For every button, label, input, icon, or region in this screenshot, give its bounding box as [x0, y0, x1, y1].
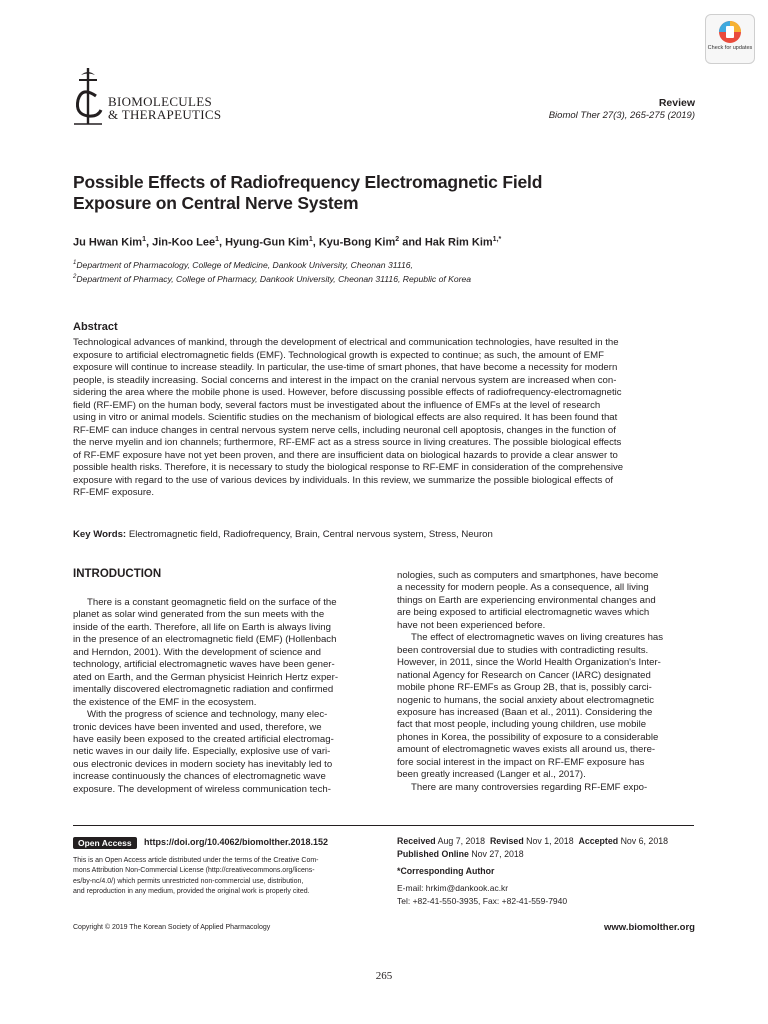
journal-name	[108, 95, 221, 121]
license-text	[73, 856, 373, 897]
journal-name-line1: BIOMOLECULES	[108, 94, 212, 109]
body-line: the existence of the EMF in the ecosystem.	[73, 696, 257, 708]
license-line: This is an Open Access article distributed under the terms of the Creative Com-	[73, 857, 319, 864]
accepted-label: Accepted	[578, 836, 619, 846]
copyright-notice: Copyright © 2019 The Korean Society of Applied Pharmacology	[73, 924, 271, 931]
abstract-line: RF-EMF can induce changes in central nervous system nerve cells, including neuronal cell apoptosis, changes in the function of	[73, 424, 616, 436]
license-line: and reproduction in any medium, provided the original work is properly cited.	[73, 887, 310, 895]
body-line: are being exposed to artificial electromagnetic waves which	[397, 607, 650, 619]
check-for-updates-badge[interactable]	[705, 14, 755, 64]
check-for-updates-label: Check for updates	[707, 45, 753, 51]
abstract-line: of RF-EMF exposure have not yet been proven, and there are insufficient data on biological hazards to provide a clear answer to	[73, 449, 618, 461]
phone-fax: Tel: +82-41-550-3935, Fax: +82-41-559-7940	[397, 895, 568, 906]
received-label: Received	[397, 836, 436, 846]
crossmark-icon	[706, 17, 754, 47]
license-line: es/by-nc/4.0/) which permits unrestricted non-commercial use, distribution,	[73, 877, 304, 885]
affiliation-1: $^1$Department of Pharmacology, College of Medicine, Dankook University, Cheonan 31116,	[73, 260, 413, 270]
abstract-line: Technological advances of mankind, through the development of electrical and communication technologies, have resulted in the	[73, 337, 619, 348]
author-name: Jin-Koo Lee	[152, 236, 216, 249]
body-line: planet as solar wind generated from the sun meets with the	[73, 609, 325, 621]
journal-logo-icon	[70, 66, 106, 128]
author-affiliation-mark: 1	[215, 236, 219, 243]
body-column-right	[397, 570, 694, 794]
author-affiliation-mark: 1	[308, 236, 313, 243]
keywords-text: Electromagnetic field, Radiofrequency, Brain, Central nervous system, Stress, Neuron	[128, 529, 493, 540]
abstract-line: sidering the area where the mobile phone is used. However, before discussing possible effects of radiofrequency-electromagnetic	[73, 387, 622, 398]
body-line: inside of the earth. Therefore, all life on Earth is always living	[73, 621, 331, 633]
body-line: national Agency for Research on Cancer (IARC) designated	[397, 669, 651, 681]
body-line: tronic devices have been invented and used, therefore, we	[73, 721, 322, 733]
abstract-line: exposure to artificial electromagnetic fields (EMF). Technological growth is expected to continue; as such, the amount of EMF	[73, 349, 604, 361]
keywords	[73, 529, 493, 540]
title-line: Possible Effects of Radiofrequency Electromagnetic Field	[73, 172, 543, 192]
author-name: Kyu-Bong Kim	[318, 236, 396, 249]
body-line: The effect of electromagnetic waves on living creatures has	[411, 632, 664, 644]
doi-link[interactable]: https://doi.org/10.4062/biomolther.2018.152	[144, 837, 329, 847]
body-line: increase continuously the chances of electromagnetic wave	[73, 771, 326, 783]
journal-website-link[interactable]: www.biomolther.org	[604, 922, 695, 933]
published-label: Published Online	[397, 848, 469, 859]
affiliation-2: $^2$Department of Pharmacy, College of Pharmacy, Dankook University, Cheonan 31116, Republic of Korea	[73, 274, 472, 284]
published-date: Nov 27, 2018	[471, 848, 524, 859]
footer-divider	[73, 825, 694, 826]
author-name: Hyung-Gun Kim	[225, 236, 309, 249]
abstract-line: exposure will continue to increase steadily. In particular, the use-time of smart phones, that have become a necessity for modern	[73, 362, 618, 373]
article-title	[73, 172, 693, 214]
body-line: There is a constant geomagnetic field on the surface of the	[87, 597, 337, 608]
author-affiliation-mark: 1	[142, 236, 146, 243]
title-line: Exposure on Central Nerve System	[73, 193, 359, 213]
abstract-line: possible health risks. Therefore, it is necessary to study the biological response to RF-EMF in consideration of the comprehensive	[73, 462, 624, 473]
accepted-date: Nov 6, 2018	[620, 836, 669, 846]
revised-date: Nov 1, 2018	[526, 836, 574, 846]
body-line: ous electronic devices in modern society has inevitably led to	[73, 758, 333, 770]
body-line: amount of electromagnetic waves exists all around us, there-	[397, 744, 656, 756]
abstract-line: people, is steadily increasing. Social concerns and interest in the impact on the cranial nervous system are increased when con-	[73, 374, 617, 386]
introduction-heading: INTRODUCTION	[73, 568, 162, 580]
body-line: phones in Korea, the possibility of exposure to a considerable	[397, 731, 659, 743]
abstract-line: using in vitro or animal models. Scientific studies on the mechanism of biological effects are also required. It has been found that	[73, 412, 618, 423]
author-affiliation-mark: 2	[395, 236, 400, 243]
body-line: However, in 2011, since the World Health Organization's Inter-	[397, 657, 661, 669]
received-date: Aug 7, 2018	[437, 836, 486, 846]
body-line: mobile phone RF-EMFs as Group 2B, that is, possibly carci-	[397, 682, 652, 694]
body-line: a necessity for modern people. As a consequence, all living	[397, 582, 649, 594]
body-line: fact that most people, including young children, use mobile	[397, 719, 647, 731]
body-line: been greatly increased (Langer et al., 2017).	[397, 769, 586, 781]
body-line: nogenic to humans, the social anxiety about electromagnetic	[397, 694, 655, 706]
body-line: have easily been exposed to the created artificial electromag-	[73, 733, 334, 745]
citation: Biomol Ther 27(3), 265-275 (2019)	[548, 110, 695, 121]
journal-name-line2: & THERAPEUTICS	[108, 107, 222, 122]
article-type: Review	[658, 97, 695, 109]
body-line: With the progress of science and technology, many elec-	[87, 709, 328, 721]
body-line: have not been experienced before.	[397, 619, 546, 631]
open-access-badge: Open Access	[73, 837, 137, 849]
body-line: and Herndon, 2001). With the development of science and	[73, 646, 321, 658]
abstract-line: exposure with regard to the use of various devices by individuals. In this review, we summarize the possible biological effects of	[73, 474, 614, 486]
body-line: exposure has increased (Baan et al., 2011). Considering the	[397, 706, 653, 718]
body-line: things on Earth are experiencing environmental changes and	[397, 594, 656, 606]
author-name: Hak Rim Kim	[424, 236, 493, 249]
body-line: in the presence of an electromagnetic field (EMF) (Hollenbach	[73, 634, 337, 646]
body-line: There are many controversies regarding RF-EMF expo-	[411, 781, 648, 793]
body-line: netic waves in our daily life. Especially, explosive use of vari-	[73, 746, 331, 758]
body-line: been controversial due to studies with contradicting results.	[397, 644, 649, 656]
author-list: Ju Hwan Kim$^1$, Jin-Koo Lee$^1$, Hyung-Gun Kim$^1$, Kyu-Bong Kim$^2$ and Hak Rim Kim$^{1,*}$	[73, 236, 502, 249]
corresponding-author-heading: *Corresponding Author	[397, 866, 495, 876]
body-column-left	[73, 597, 370, 796]
license-line: mons Attribution Non-Commercial License (http://creativecommons.org/licens-	[73, 867, 315, 875]
author-affiliation-mark: 1,*	[492, 236, 502, 243]
abstract-heading: Abstract	[73, 321, 118, 333]
body-line: fore social interest in the impact on RF-EMF exposure has	[397, 756, 645, 768]
email: E-mail: hrkim@dankook.ac.kr	[397, 883, 509, 893]
body-line: ated on Earth, and the German physicist Heinrich Hertz exper-	[73, 671, 339, 683]
abstract-line: RF-EMF exposure.	[73, 487, 155, 498]
body-line: technology, artificial electromagnetic waves have been gener-	[73, 659, 335, 671]
page-number: 265	[375, 970, 393, 982]
contact-info	[397, 882, 567, 907]
author-name: Ju Hwan Kim	[73, 236, 143, 249]
abstract-line: the nerve myelin and ion channels; furthermore, RF-EMF act as a stress source in living creatures. The possible biological effects	[73, 437, 622, 448]
body-line: nologies, such as computers and smartphones, have become	[397, 570, 659, 581]
abstract-text	[73, 337, 694, 500]
article-dates	[397, 835, 668, 860]
abstract-line: field (RF-EMF) on the human body, several factors must be investigated about the influence of EMFs at the level of research	[73, 399, 601, 411]
body-line: exposure. The development of wireless communication tech-	[73, 783, 331, 795]
revised-label: Revised	[489, 836, 524, 846]
body-line: imentally discovered electromagnetic radiation and confirmed	[73, 684, 334, 696]
keywords-label: Key Words:	[73, 529, 127, 540]
